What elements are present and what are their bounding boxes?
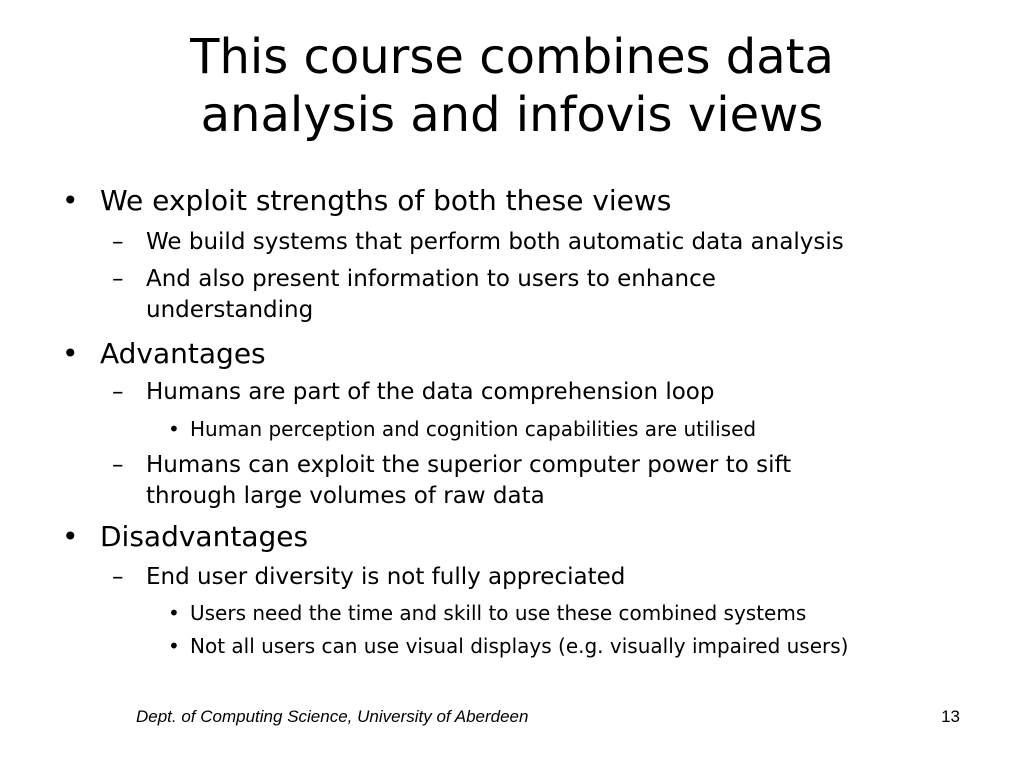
bullet-marker: •: [62, 184, 79, 217]
sub-bullet-text: understanding: [146, 297, 314, 323]
sub-sub-bullet-text: Users need the time and skill to use these combined systems: [190, 601, 807, 625]
sub-bullet-text: We build systems that perform both automatic data analysis: [146, 229, 844, 255]
slide-title-line: This course combines data: [190, 29, 834, 85]
sub-bullet-text: Humans are part of the data comprehension loop: [146, 379, 715, 405]
sub-bullet-text: And also present information to users to enhance: [146, 266, 716, 292]
sub-sub-bullet-text: Not all users can use visual displays (e.g. visually impaired users): [190, 634, 849, 658]
page-number: 13: [941, 707, 960, 726]
bullet-text: Disadvantages: [100, 520, 309, 553]
dash-marker: –: [112, 379, 124, 405]
dash-marker: –: [112, 564, 124, 590]
bullet-marker: •: [62, 520, 79, 553]
slide-title-line: analysis and infovis views: [200, 87, 824, 143]
sub-bullet-text: through large volumes of raw data: [146, 483, 545, 509]
bullet-marker: •: [62, 337, 79, 370]
sub-bullet-text: End user diversity is not fully appreciated: [146, 564, 626, 590]
bullet-marker: •: [168, 601, 180, 625]
footer-department: Dept. of Computing Science, University of Aberdeen: [136, 707, 529, 726]
slide-title: [60, 28, 964, 144]
bullet-marker: •: [168, 417, 180, 441]
bullet-text: Advantages: [100, 337, 266, 370]
bullet-text: We exploit strengths of both these views: [100, 184, 672, 217]
sub-bullet-text: Humans can exploit the superior computer power to sift: [146, 452, 792, 478]
dash-marker: –: [112, 266, 124, 292]
sub-sub-bullet-text: Human perception and cognition capabilities are utilised: [190, 417, 757, 441]
bullet-marker: •: [168, 634, 180, 658]
dash-marker: –: [112, 229, 124, 255]
dash-marker: –: [112, 452, 124, 478]
